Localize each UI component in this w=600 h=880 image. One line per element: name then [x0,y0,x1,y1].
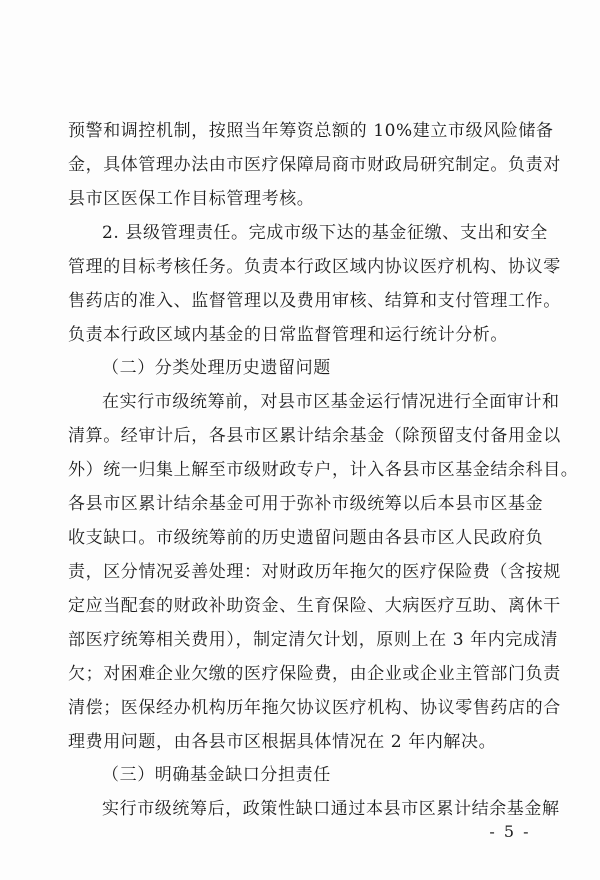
paragraph-start: 实行市级统筹后，政策性缺口通过本县市区累计结余基金解 [102,799,560,819]
body-text-line: 预警和调控机制，按照当年筹资总额的 10%建立市级风险储备 [68,121,554,141]
subsection-paragraph-start: 2. 县级管理责任。完成市级下达的基金征缴、支出和安全 [102,223,548,243]
body-text-line: 县市区医保工作目标管理考核。 [68,189,315,209]
body-text-line: 售药店的准入、监督管理以及费用审核、结算和支付管理工作。 [68,291,561,311]
body-text-line: 清算。经审计后，各县市区累计结余基金（除预留支付备用金以 [68,426,561,446]
body-text-line: 各县市区累计结余基金可用于弥补市级统筹以后本县市区基金 [68,494,544,514]
body-text-line: 欠；对困难企业欠缴的医疗保险费，由企业或企业主管部门负责 [68,664,561,684]
paragraph-start: 在实行市级统筹前，对县市区基金运行情况进行全面审计和 [102,392,560,412]
body-text-line: 金，具体管理办法由市医疗保障局商市财政局研究制定。负责对 [68,155,561,175]
page-number: - 5 - [489,822,531,841]
body-text-line: 负责本行政区域内基金的日常监督管理和运行统计分析。 [68,325,508,345]
body-text-line: 定应当配套的财政补助资金、生育保险、大病医疗互助、离休干 [68,596,561,616]
section-heading: （三）明确基金缺口分担责任 [102,765,331,785]
body-text-line: 理费用问题，由各县市区根据具体情况在 2 年内解决。 [68,732,497,752]
section-heading: （二）分类处理历史遗留问题 [102,358,331,378]
body-text-line: 清偿；医保经办机构历年拖欠协议医疗机构、协议零售药店的合 [68,698,561,718]
body-text-line: 责，区分情况妥善处理：对财政历年拖欠的医疗保险费（含按规 [68,562,561,582]
body-text-line: 外）统一归集上解至市级财政专户，计入各县市区基金结余科目。 [68,460,579,480]
body-text-line: 收支缺口。市级统筹前的历史遗留问题由各县市区人民政府负 [68,528,544,548]
body-text-line: 管理的目标考核任务。负责本行政区域内协议医疗机构、协议零 [68,257,561,277]
body-text-line: 部医疗统筹相关费用），制定清欠计划，原则上在 3 年内完成清 [68,630,559,650]
